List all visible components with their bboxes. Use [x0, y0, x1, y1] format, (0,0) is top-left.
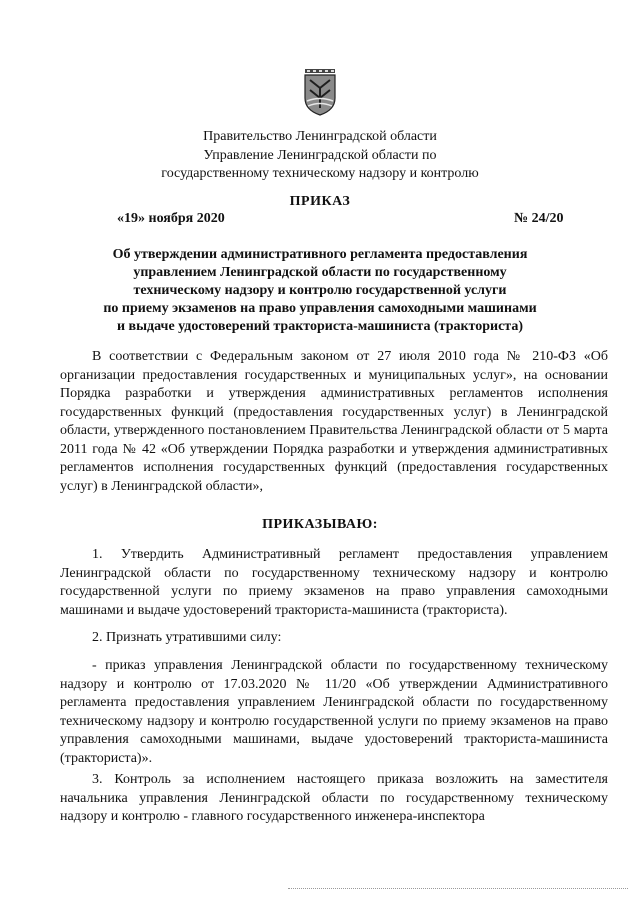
coat-of-arms-emblem — [302, 68, 338, 116]
document-type-title: ПРИКАЗ — [289, 194, 351, 209]
order-item-1: 1. Утвердить Административный регламент предоставления управлением Ленинградской области по государственному техническому надзору и контролю государственной услуги по приему экзаменов на право управления самоходными машинами и выдаче удостоверений тракториста-машиниста (тракториста). — [60, 547, 608, 618]
order-subject — [70, 246, 570, 336]
subject-line-5: и выдаче удостоверений тракториста-машиниста (тракториста) — [116, 319, 524, 334]
order-number: № 24/20 — [514, 211, 564, 226]
subject-line-3: техническому надзору и контролю государственной услуги — [133, 283, 507, 298]
subject-line-2: управлением Ленинградской области по государственному — [133, 265, 507, 280]
authority-line-2: Управление Ленинградской области по — [203, 147, 437, 163]
issuing-authority — [150, 128, 490, 184]
order-date: «19» ноября 2020 — [117, 211, 225, 226]
preamble-paragraph: В соответствии с Федеральным законом от 27 июля 2010 года № 210-ФЗ «Об организации предоставления государственных и муниципальных услуг», на основании Порядка разработки и утверждения административных регламентов исполнения государственных функций (предоставления государственных услуг) в Ленинградской области, утвержденного постановлением Правительства Ленинградской области от 5 марта 2011 года № 42 «Об утверждении Порядка разработки и утверждения административных регламентов исполнения государственных функций (предоставления государственных услуг) в Ленинградской области», — [60, 349, 608, 494]
authority-line-1: Правительство Ленинградской области — [203, 129, 437, 144]
order-item-2-bullet: - приказ управления Ленинградской области по государственному техническому надзору и контролю от 17.03.2020 № 11/20 «Об утверждении Административного регламента предоставления управлением Ленинградской области по государственному техническому надзору и контролю государственной услуги по приему экзаменов на право управления самоходными машинами, выдаче удостоверений тракториста-машиниста (тракториста)». — [60, 658, 608, 766]
subject-line-4: по приему экзаменов на право управления самоходными машинами — [103, 301, 537, 316]
order-item-3: 3. Контроль за исполнением настоящего приказа возложить на заместителя начальника управления Ленинградской области по государственному техническому надзору и контролю - главного государственного инженера-инспектора — [60, 772, 608, 824]
order-item-2: 2. Признать утратившими силу: — [92, 630, 282, 645]
scan-edge-line — [288, 888, 628, 889]
authority-line-3: государственному техническому надзору и контролю — [161, 166, 479, 181]
subject-line-1: Об утверждении административного регламента предоставления — [112, 247, 528, 262]
order-directive-heading: ПРИКАЗЫВАЮ: — [262, 517, 378, 532]
